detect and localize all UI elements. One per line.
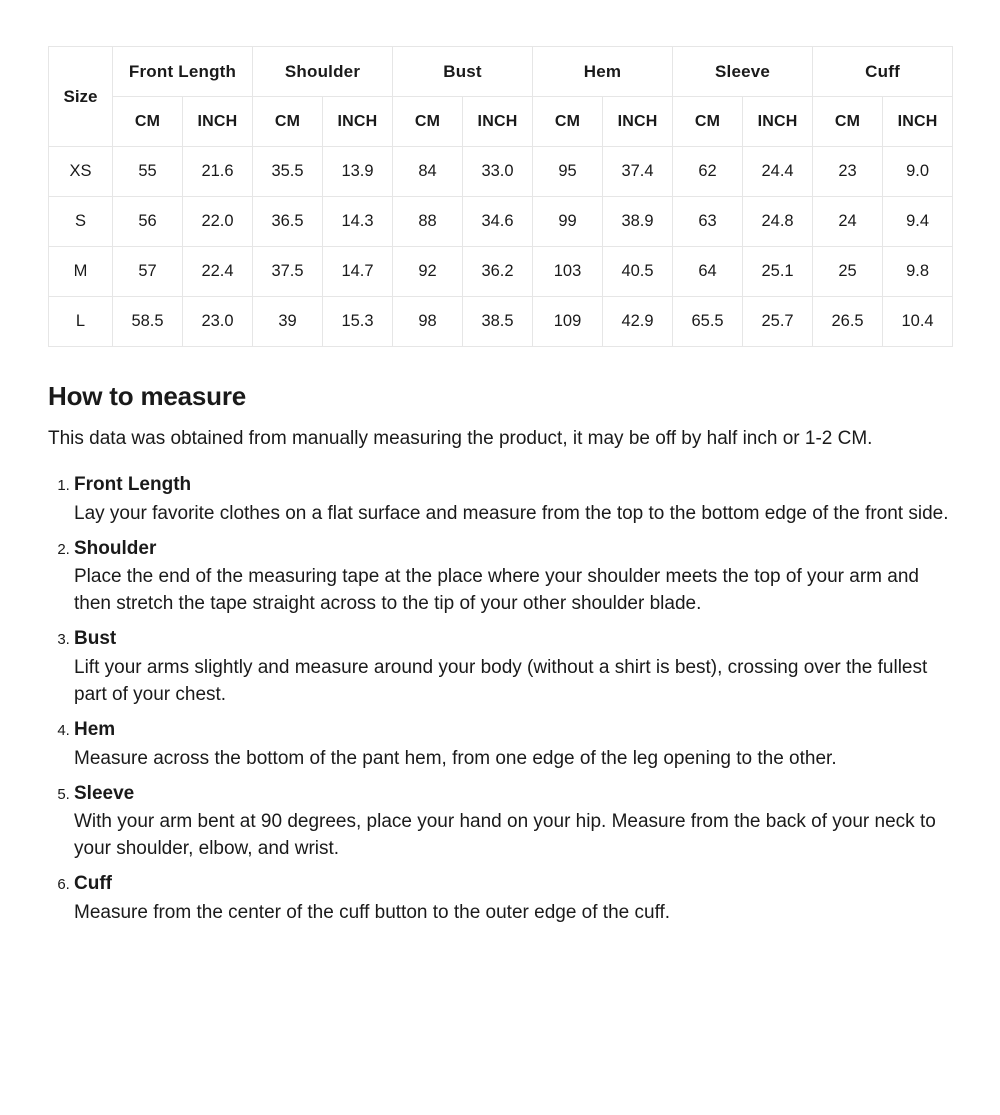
measure-cell: 63 [673, 197, 743, 247]
unit-header: INCH [183, 97, 253, 147]
size-label: S [49, 197, 113, 247]
table-row [49, 247, 953, 297]
measure-cell: 10.4 [883, 297, 953, 347]
column-group-cuff: Cuff [813, 47, 953, 97]
measure-item-title: 6. Cuff [74, 873, 112, 895]
measure-cell: 109 [533, 297, 603, 347]
measure-cell: 9.4 [883, 197, 953, 247]
measure-item-title: 4. Hem [74, 718, 116, 740]
unit-header: INCH [603, 97, 673, 147]
unit-header: CM [673, 97, 743, 147]
measure-item-title: 2. Shoulder [74, 537, 157, 559]
measure-cell: 37.5 [253, 247, 323, 297]
measure-item-body: Measure across the bottom of the pant hem, from one edge of the leg opening to the other. [74, 747, 837, 769]
how-to-measure-title: How to measure [48, 381, 247, 411]
measure-cell: 34.6 [463, 197, 533, 247]
measure-item-title: 3. Bust [74, 628, 117, 650]
measure-item-body: Lift your arms slightly and measure around your body (without a shirt is best), crossing over the fullest part of your chest. [74, 656, 928, 705]
measure-cell: 23 [813, 147, 883, 197]
measure-cell: 37.4 [603, 147, 673, 197]
table-body [49, 147, 953, 347]
column-group-sleeve: Sleeve [673, 47, 813, 97]
size-label: M [49, 247, 113, 297]
measure-cell: 14.7 [323, 247, 393, 297]
unit-header: CM [533, 97, 603, 147]
list-item [74, 627, 952, 709]
measure-cell: 56 [113, 197, 183, 247]
measure-cell: 9.0 [883, 147, 953, 197]
measure-item-body: Place the end of the measuring tape at the place where your shoulder meets the top of your arm and then stretch the tape straight across to the tip of your other shoulder blade. [74, 566, 919, 615]
column-group-bust: Bust [393, 47, 533, 97]
unit-header: CM [813, 97, 883, 147]
list-item [74, 782, 952, 864]
measure-cell: 15.3 [323, 297, 393, 347]
measure-cell: 40.5 [603, 247, 673, 297]
measure-cell: 58.5 [113, 297, 183, 347]
measure-cell: 22.4 [183, 247, 253, 297]
measure-cell: 99 [533, 197, 603, 247]
table-head [49, 47, 953, 147]
measure-cell: 33.0 [463, 147, 533, 197]
measure-cell: 9.8 [883, 247, 953, 297]
measure-item-title: 1. Front Length [74, 473, 192, 495]
measure-cell: 64 [673, 247, 743, 297]
measure-cell: 62 [673, 147, 743, 197]
size-label: L [49, 297, 113, 347]
table-row [49, 147, 953, 197]
measure-cell: 95 [533, 147, 603, 197]
measure-cell: 65.5 [673, 297, 743, 347]
measure-cell: 21.6 [183, 147, 253, 197]
measure-cell: 39 [253, 297, 323, 347]
unit-header: INCH [743, 97, 813, 147]
measure-cell: 103 [533, 247, 603, 297]
measure-cell: 14.3 [323, 197, 393, 247]
measure-item-body: With your arm bent at 90 degrees, place your hand on your hip. Measure from the back of your neck to your shoulder, elbow, and wrist. [74, 811, 936, 860]
measure-cell: 36.2 [463, 247, 533, 297]
measure-cell: 84 [393, 147, 463, 197]
column-group-front-length: Front Length [113, 47, 253, 97]
unit-header: INCH [323, 97, 393, 147]
measure-cell: 88 [393, 197, 463, 247]
unit-header: INCH [883, 97, 953, 147]
table-row [49, 197, 953, 247]
measure-cell: 25.1 [743, 247, 813, 297]
column-group-shoulder: Shoulder [253, 47, 393, 97]
column-header-size: Size [49, 47, 113, 147]
measure-cell: 26.5 [813, 297, 883, 347]
measure-cell: 24.4 [743, 147, 813, 197]
measure-item-body: Lay your favorite clothes on a flat surface and measure from the top to the bottom edge of the front side. [74, 502, 949, 524]
measure-cell: 24.8 [743, 197, 813, 247]
table-group-header-row [49, 47, 953, 97]
measure-cell: 55 [113, 147, 183, 197]
unit-header: CM [113, 97, 183, 147]
list-item [74, 872, 952, 927]
measure-cell: 23.0 [183, 297, 253, 347]
measure-cell: 24 [813, 197, 883, 247]
measure-cell: 42.9 [603, 297, 673, 347]
list-item [74, 718, 952, 773]
measure-cell: 13.9 [323, 147, 393, 197]
measure-cell: 38.9 [603, 197, 673, 247]
unit-header: CM [253, 97, 323, 147]
table-row [49, 297, 953, 347]
measure-cell: 25.7 [743, 297, 813, 347]
measure-cell: 35.5 [253, 147, 323, 197]
measure-cell: 36.5 [253, 197, 323, 247]
measure-instructions-list [48, 473, 952, 927]
measure-cell: 98 [393, 297, 463, 347]
unit-header: CM [393, 97, 463, 147]
how-to-measure-intro: This data was obtained from manually measuring the product, it may be off by half inch or 1-2 CM. [48, 428, 873, 449]
measure-cell: 38.5 [463, 297, 533, 347]
table-unit-header-row [49, 97, 953, 147]
size-label: XS [49, 147, 113, 197]
measure-cell: 25 [813, 247, 883, 297]
measure-cell: 92 [393, 247, 463, 297]
measure-cell: 22.0 [183, 197, 253, 247]
size-chart-table [48, 46, 953, 347]
list-item [74, 473, 952, 528]
list-item [74, 537, 952, 619]
measure-item-title: 5. Sleeve [74, 782, 135, 804]
measure-cell: 57 [113, 247, 183, 297]
column-group-hem: Hem [533, 47, 673, 97]
unit-header: INCH [463, 97, 533, 147]
measure-item-body: Measure from the center of the cuff button to the outer edge of the cuff. [74, 901, 671, 923]
